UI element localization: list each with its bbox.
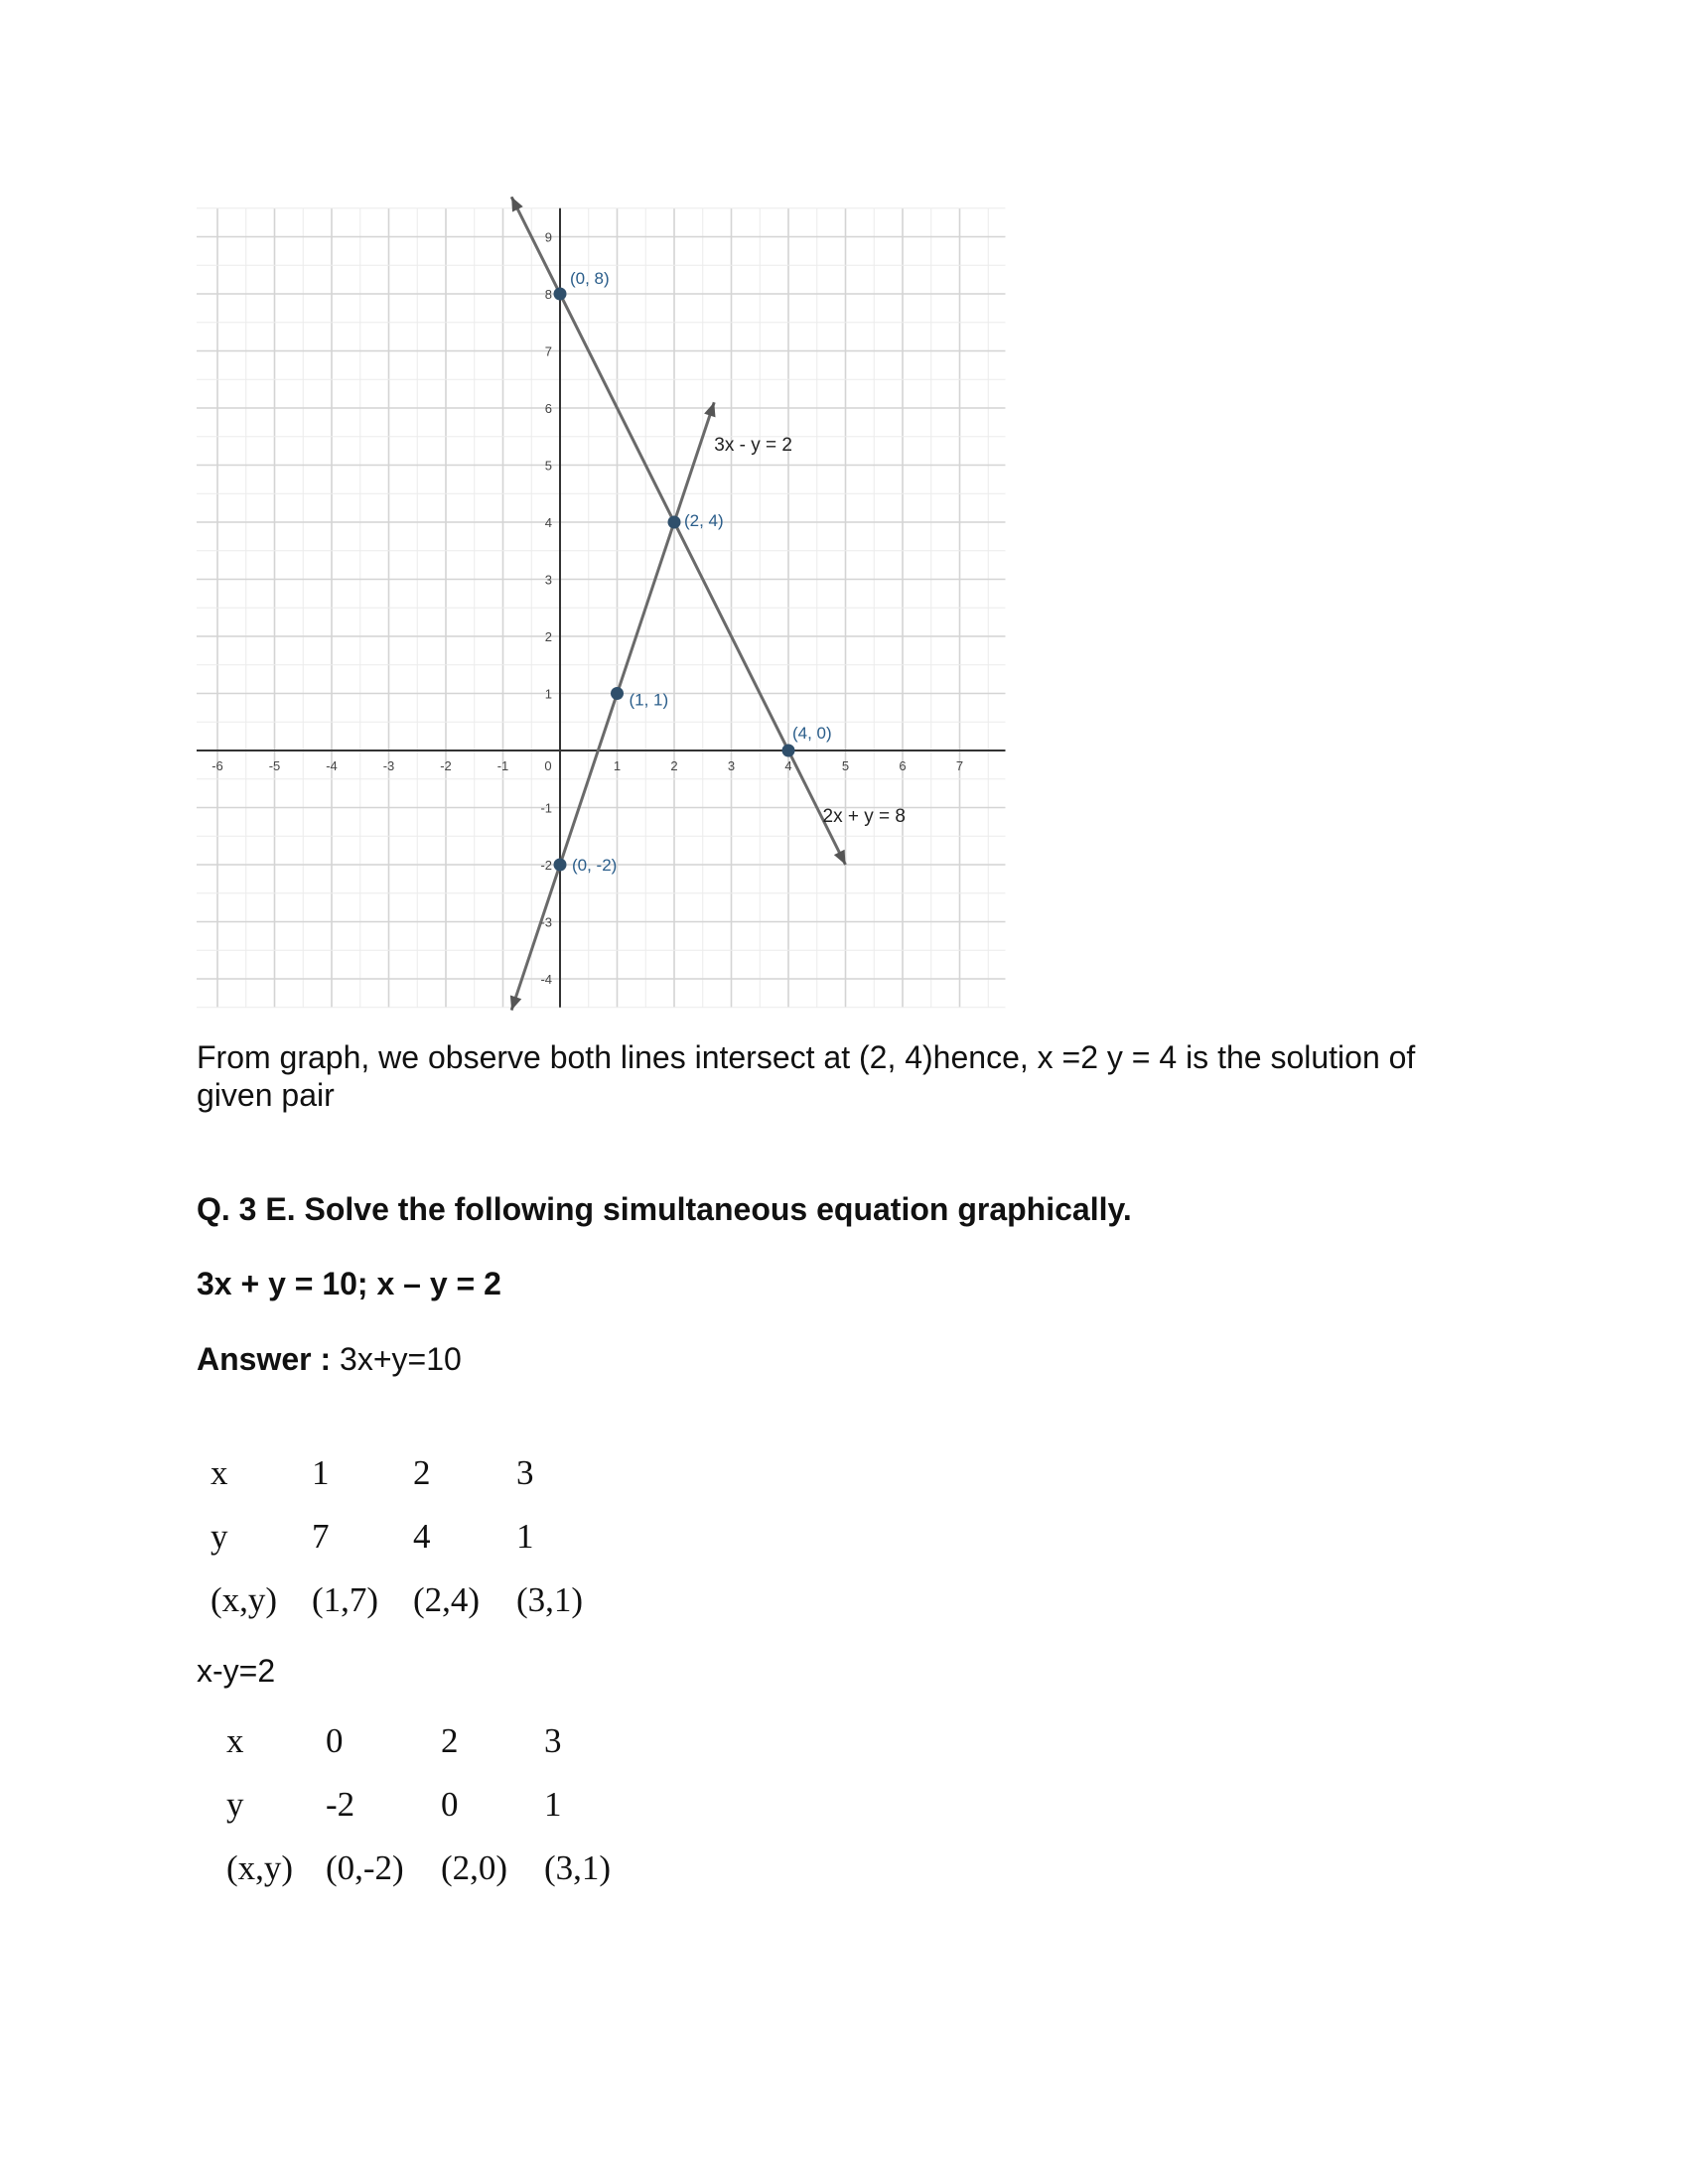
x-tick-label: 2 xyxy=(670,758,678,773)
answer-equation: 3x+y=10 xyxy=(331,1341,462,1377)
y-tick-label: 3 xyxy=(544,572,552,588)
x-tick-label: 0 xyxy=(544,758,552,773)
y-tick-label: 1 xyxy=(544,686,552,702)
y-tick-label: 2 xyxy=(544,629,552,644)
y-tick-label: -1 xyxy=(540,800,552,816)
equation-label: 3x - y = 2 xyxy=(714,435,792,457)
table-cell: (2,0) xyxy=(441,1848,508,1887)
y-tick-label: -2 xyxy=(540,858,552,873)
coordinate-graph xyxy=(197,197,1011,1011)
y-tick-label: 6 xyxy=(544,401,552,416)
table-cell: 3 xyxy=(516,1453,534,1492)
x-tick-label: 5 xyxy=(841,758,850,773)
table-cell: (3,1) xyxy=(544,1848,612,1887)
y-tick-label: -3 xyxy=(540,914,552,930)
table-cell: (x,y) xyxy=(211,1580,278,1619)
x-tick-label: -4 xyxy=(326,758,338,773)
y-tick-label: 8 xyxy=(544,287,552,302)
x-tick-label: -6 xyxy=(211,758,223,773)
table-cell: 1 xyxy=(516,1517,534,1556)
data-point xyxy=(554,859,567,872)
table-cell: (2,4) xyxy=(413,1580,481,1619)
point-label: (0, 8) xyxy=(570,269,610,288)
answer-label: Answer : xyxy=(197,1341,332,1377)
table-cell: 0 xyxy=(326,1721,344,1760)
question-heading: Q. 3 E. Solve the following simultaneous equation graphically. xyxy=(197,1191,1132,1227)
point-label: (2, 4) xyxy=(684,511,724,530)
table-cell: 1 xyxy=(544,1785,562,1824)
y-tick-label: 7 xyxy=(544,343,552,359)
x-tick-label: 4 xyxy=(784,758,792,773)
table-row xyxy=(211,1569,616,1632)
table-row xyxy=(226,1773,643,1837)
grid-lines xyxy=(197,208,1006,1008)
x-tick-label: -3 xyxy=(382,758,395,773)
table-cell: 0 xyxy=(441,1785,459,1824)
table-cell: 2 xyxy=(441,1721,459,1760)
second-equation-label: x-y=2 xyxy=(197,1653,276,1689)
x-tick-label: -2 xyxy=(440,758,452,773)
y-tick-label: 9 xyxy=(544,229,552,245)
data-point xyxy=(554,288,567,301)
data-point xyxy=(668,516,681,529)
table-3x-plus-y xyxy=(211,1441,616,1632)
equations-line: 3x + y = 10; x – y = 2 xyxy=(197,1266,501,1301)
table-cell: (0,-2) xyxy=(326,1848,404,1887)
arrowhead-icon xyxy=(510,995,521,1010)
x-tick-label: 1 xyxy=(613,758,622,773)
table-cell: 4 xyxy=(413,1517,431,1556)
table-cell: (x,y) xyxy=(226,1848,294,1887)
table-cell: 7 xyxy=(312,1517,330,1556)
table-row xyxy=(211,1505,616,1569)
table-cell: 2 xyxy=(413,1453,431,1492)
table-cell: 3 xyxy=(544,1721,562,1760)
data-point xyxy=(782,745,795,757)
table-x-minus-y xyxy=(226,1709,643,1900)
table-cell: (1,7) xyxy=(312,1580,379,1619)
x-tick-label: 6 xyxy=(899,758,907,773)
x-tick-label: -5 xyxy=(268,758,281,773)
point-label: (1, 1) xyxy=(629,690,669,710)
y-tick-label: -4 xyxy=(540,972,552,987)
table-row xyxy=(211,1441,616,1505)
table-cell: (3,1) xyxy=(516,1580,584,1619)
y-tick-label: 5 xyxy=(544,458,552,474)
answer-line xyxy=(197,1340,462,1378)
table-row xyxy=(226,1709,643,1773)
data-point xyxy=(611,687,624,700)
conclusion-text: From graph, we observe both lines intersect at (2, 4)hence, x =2 y = 4 is the solution of given pair xyxy=(197,1039,1416,1113)
y-tick-label: 4 xyxy=(544,515,552,530)
table-cell: 1 xyxy=(312,1453,330,1492)
table-cell: -2 xyxy=(326,1785,355,1824)
table-row xyxy=(226,1837,643,1900)
x-tick-label: 7 xyxy=(955,758,964,773)
table-cell: x xyxy=(226,1721,244,1760)
x-tick-label: 3 xyxy=(727,758,736,773)
equation-label: 2x + y = 8 xyxy=(822,805,906,827)
table-cell: y xyxy=(226,1785,244,1824)
point-label: (0, -2) xyxy=(572,856,618,875)
table-cell: y xyxy=(211,1517,228,1556)
arrowhead-icon xyxy=(704,402,715,417)
point-label: (4, 0) xyxy=(792,724,832,743)
x-tick-label: -1 xyxy=(496,758,509,773)
table-cell: x xyxy=(211,1453,228,1492)
